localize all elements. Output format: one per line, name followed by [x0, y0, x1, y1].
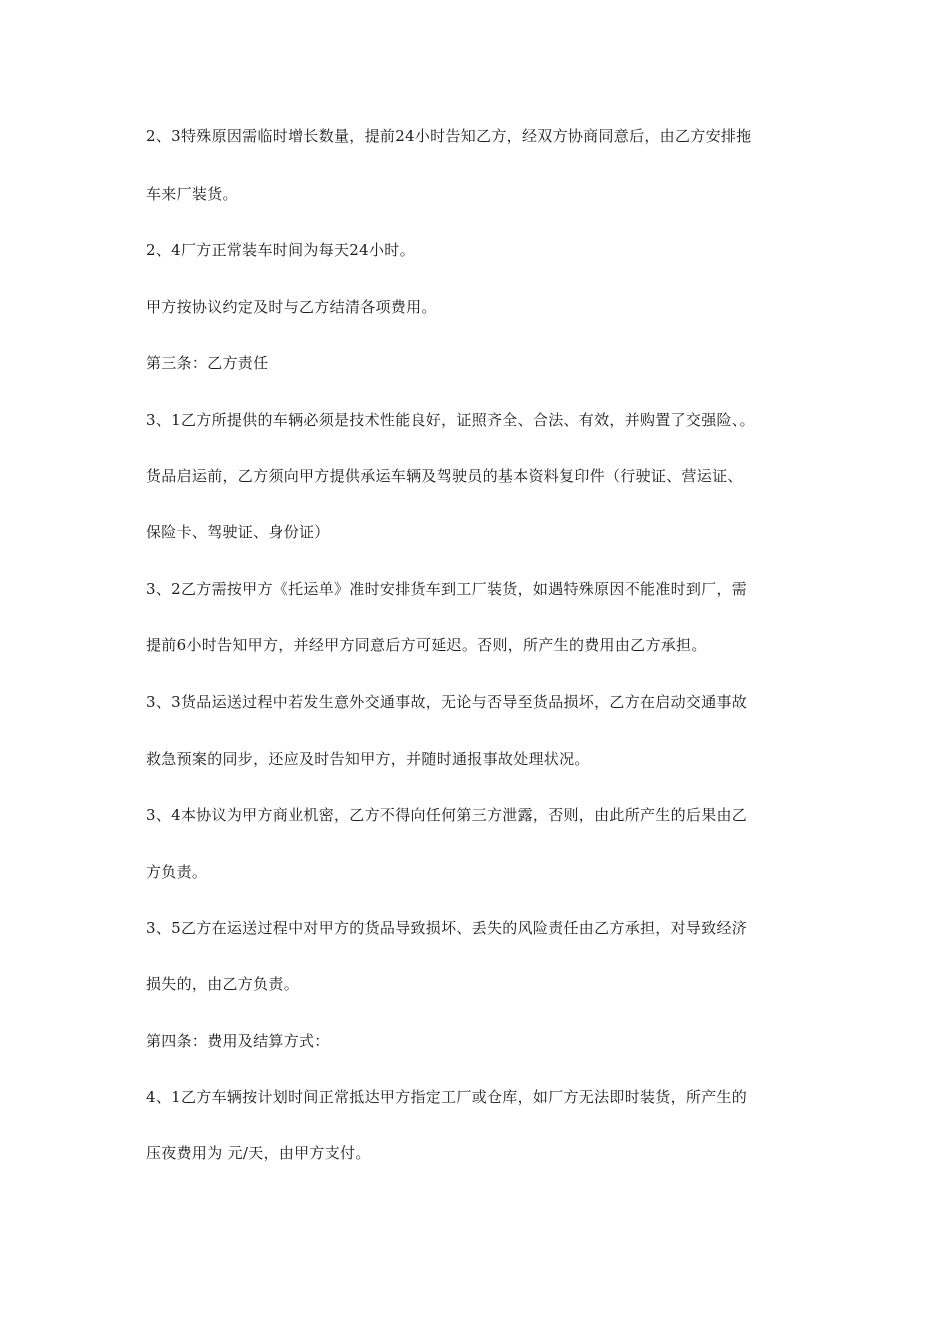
text-line-clause-3-4: 3、4本协议为甲方商业机密，乙方不得向任何第三方泄露，否则，由此所产生的后果由乙	[146, 806, 748, 824]
text-line-clause-3-1: 3、1乙方所提供的车辆必须是技术性能良好，证照齐全、合法、有效，并购置了交强险、。	[146, 411, 755, 429]
text-line-clause-2-4: 2、4厂方正常装车时间为每天24小时。	[146, 241, 415, 259]
text-line-clause-3-3: 3、3货品运送过程中若发生意外交通事故，无论与否导至货品损坏，乙方在启动交通事故	[146, 693, 748, 711]
text-line-clause-3-1-cont2: 保险卡、驾驶证、身份证）	[146, 523, 330, 541]
text-line-clause-3-3-cont: 救急预案的同步，还应及时告知甲方，并随时通报事故处理状况。	[146, 750, 590, 768]
text-line-clause-3-5-cont: 损失的，由乙方负责。	[146, 975, 300, 993]
text-line-clause-3-1-cont: 货品启运前，乙方须向甲方提供承运车辆及驾驶员的基本资料复印件（行驶证、营运证、	[146, 467, 743, 485]
text-line-clause-2-3: 2、3特殊原因需临时增长数量，提前24小时告知乙方，经双方协商同意后，由乙方安排拖	[146, 127, 752, 145]
text-line-clause-3-5: 3、5乙方在运送过程中对甲方的货品导致损坏、丢失的风险责任由乙方承担，对导致经济	[146, 919, 748, 937]
section-heading-article-3: 第三条：乙方责任	[146, 354, 269, 372]
text-line-clause-3-2-cont: 提前6小时告知甲方，并经甲方同意后方可延迟。否则，所产生的费用由乙方承担。	[146, 636, 707, 654]
text-line-clause-4-1-cont: 压夜费用为 元/天，由甲方支付。	[146, 1144, 371, 1162]
text-line-clause-2-3-cont: 车来厂装货。	[146, 185, 238, 203]
text-line-clause-3-4-cont: 方负责。	[146, 863, 208, 881]
text-line-clause-4-1: 4、1乙方车辆按计划时间正常抵达甲方指定工厂或仓库，如厂方无法即时装货，所产生的	[146, 1088, 748, 1106]
text-line-clause-3-2: 3、2乙方需按甲方《托运单》准时安排货车到工厂装货，如遇特殊原因不能准时到厂，需	[146, 580, 748, 598]
text-line-party-a-payment: 甲方按协议约定及时与乙方结清各项费用。	[146, 298, 437, 316]
section-heading-article-4: 第四条：费用及结算方式：	[146, 1032, 330, 1050]
